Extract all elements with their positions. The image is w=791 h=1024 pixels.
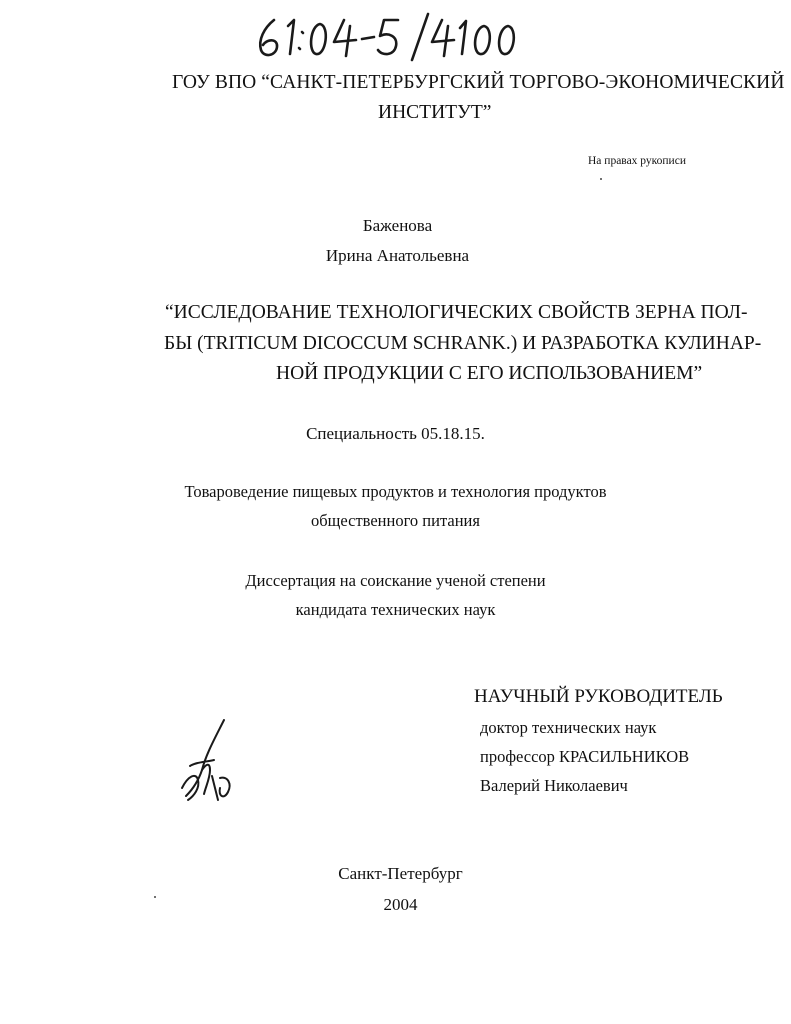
dissertation-title-line-2: БЫ (TRITICUM DICOCCUM SCHRANK.) И РАЗРАБОТКА КУЛИНАР- <box>164 333 762 354</box>
degree-line-1: Диссертация на соискание ученой степени <box>245 571 546 590</box>
degree-line-2: кандидата технических наук <box>295 600 496 619</box>
handwritten-archive-code <box>252 12 522 62</box>
field-line-1: Товароведение пищевых продуктов и технология продуктов <box>184 482 607 501</box>
year: 2004 <box>383 895 418 914</box>
advisor-heading: НАУЧНЫЙ РУКОВОДИТЕЛЬ <box>474 686 723 707</box>
dissertation-title-line-3: НОЙ ПРОДУКЦИИ С ЕГО ИСПОЛЬЗОВАНИЕМ” <box>276 363 703 384</box>
institute-name-line-1: ГОУ ВПО “САНКТ-ПЕТЕРБУРГСКИЙ ТОРГОВО-ЭКОНОМИЧЕСКИЙ <box>172 72 785 93</box>
advisor-position-name: профессор КРАСИЛЬНИКОВ <box>480 747 690 766</box>
dissertation-title-line-1: “ИССЛЕДОВАНИЕ ТЕХНОЛОГИЧЕСКИХ СВОЙСТВ ЗЕРНА ПОЛ- <box>165 302 748 323</box>
place: Санкт-Петербург <box>338 864 463 883</box>
rights-note: На правах рукописи <box>588 155 686 167</box>
advisor-degree: доктор технических наук <box>480 718 657 737</box>
scan-speck <box>154 896 156 898</box>
signature <box>176 716 238 806</box>
specialty: Специальность 05.18.15. <box>306 424 485 443</box>
author-name: Ирина Анатольевна <box>325 246 470 265</box>
advisor-given-names: Валерий Николаевич <box>480 776 628 795</box>
institute-name-line-2: ИНСТИТУТ” <box>378 102 492 123</box>
author-surname: Баженова <box>362 216 433 235</box>
field-line-2: общественного питания <box>311 511 480 530</box>
scan-speck <box>600 178 602 180</box>
